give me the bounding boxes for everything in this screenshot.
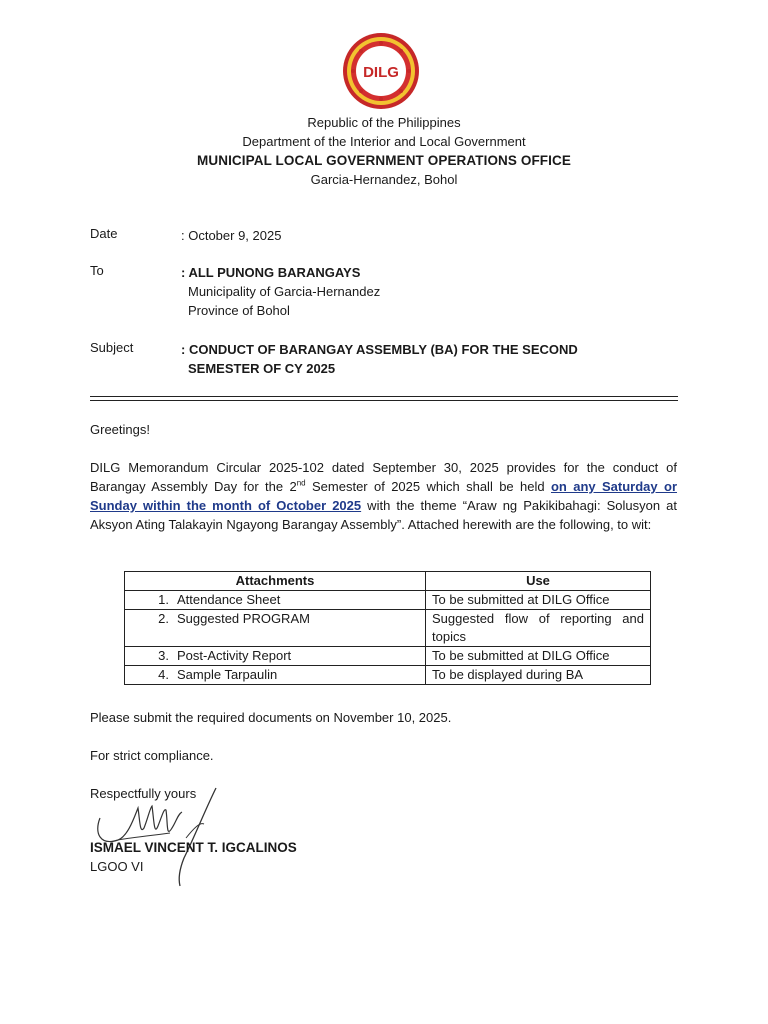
divider-bottom bbox=[90, 400, 678, 401]
row-number: 1. bbox=[158, 592, 169, 607]
body-paragraph bbox=[90, 458, 677, 534]
table-row bbox=[125, 610, 651, 647]
attachment-use: To be displayed during BA bbox=[426, 666, 651, 685]
attachment-use: To be submitted at DILG Office bbox=[426, 591, 651, 610]
date-value: : October 9, 2025 bbox=[181, 228, 282, 243]
schedule-highlight: on any Saturday or Sunday within the month of October 2025 bbox=[90, 479, 678, 513]
to-recipient: : ALL PUNONG BARANGAYS bbox=[181, 265, 361, 280]
dilg-seal-logo bbox=[342, 32, 420, 110]
to-label: To bbox=[90, 263, 104, 278]
signatory-name: ISMAEL VINCENT T. IGCALINOS bbox=[90, 840, 297, 855]
header-office: MUNICIPAL LOCAL GOVERNMENT OPERATIONS OFFICE bbox=[197, 153, 571, 168]
to-municipality: Municipality of Garcia-Hernandez bbox=[188, 284, 381, 299]
attachment-name: Suggested PROGRAM bbox=[177, 611, 310, 626]
compliance-note: For strict compliance. bbox=[90, 748, 214, 763]
to-province: Province of Bohol bbox=[188, 303, 290, 318]
subject-label: Subject bbox=[90, 340, 134, 355]
subject-line-1: : CONDUCT OF BARANGAY ASSEMBLY (BA) FOR THE SECOND bbox=[181, 342, 578, 357]
row-number: 2. bbox=[158, 611, 169, 626]
table-header-row bbox=[125, 572, 651, 591]
paragraph-part-1: DILG Memorandum Circular 2025-102 dated September 30, 2025 provides for the conduct of Barangay Assembly Day for the 2 bbox=[90, 460, 677, 494]
closing-phrase: Respectfully yours bbox=[90, 786, 197, 801]
date-label: Date bbox=[90, 226, 118, 241]
seal-text: DILG bbox=[363, 64, 399, 81]
table-row bbox=[125, 647, 651, 666]
signatory-title: LGOO VI bbox=[90, 859, 144, 874]
table-row bbox=[125, 591, 651, 610]
paragraph-part-3: with the theme “Araw ng Pakikibahagi: Solusyon at Aksyon Ating Talakayin Ngayong Barangay Assembly”. Attached herewith are the following, to wit: bbox=[90, 498, 677, 532]
attachment-name: Attendance Sheet bbox=[177, 592, 281, 607]
ordinal-suffix: nd bbox=[296, 478, 306, 488]
row-number: 4. bbox=[158, 667, 169, 682]
header-location: Garcia-Hernandez, Bohol bbox=[310, 172, 458, 187]
attachment-name: Post-Activity Report bbox=[177, 648, 292, 663]
header-republic: Republic of the Philippines bbox=[307, 115, 461, 130]
submit-instruction: Please submit the required documents on November 10, 2025. bbox=[90, 710, 452, 725]
letterhead bbox=[0, 113, 768, 189]
header-department: Department of the Interior and Local Government bbox=[242, 134, 526, 149]
table-row bbox=[125, 666, 651, 685]
header-use: Use bbox=[426, 572, 651, 591]
row-number: 3. bbox=[158, 648, 169, 663]
attachment-use: To be submitted at DILG Office bbox=[426, 647, 651, 666]
attachments-table bbox=[124, 571, 651, 685]
header-attachments: Attachments bbox=[125, 572, 426, 591]
greeting: Greetings! bbox=[90, 422, 150, 437]
subject-line-2: SEMESTER OF CY 2025 bbox=[188, 361, 336, 376]
divider-top bbox=[90, 396, 678, 397]
attachment-use: Suggested flow of reporting and topics bbox=[426, 610, 651, 647]
paragraph-part-2: Semester of 2025 which shall be held bbox=[305, 479, 551, 494]
attachment-name: Sample Tarpaulin bbox=[177, 667, 278, 682]
